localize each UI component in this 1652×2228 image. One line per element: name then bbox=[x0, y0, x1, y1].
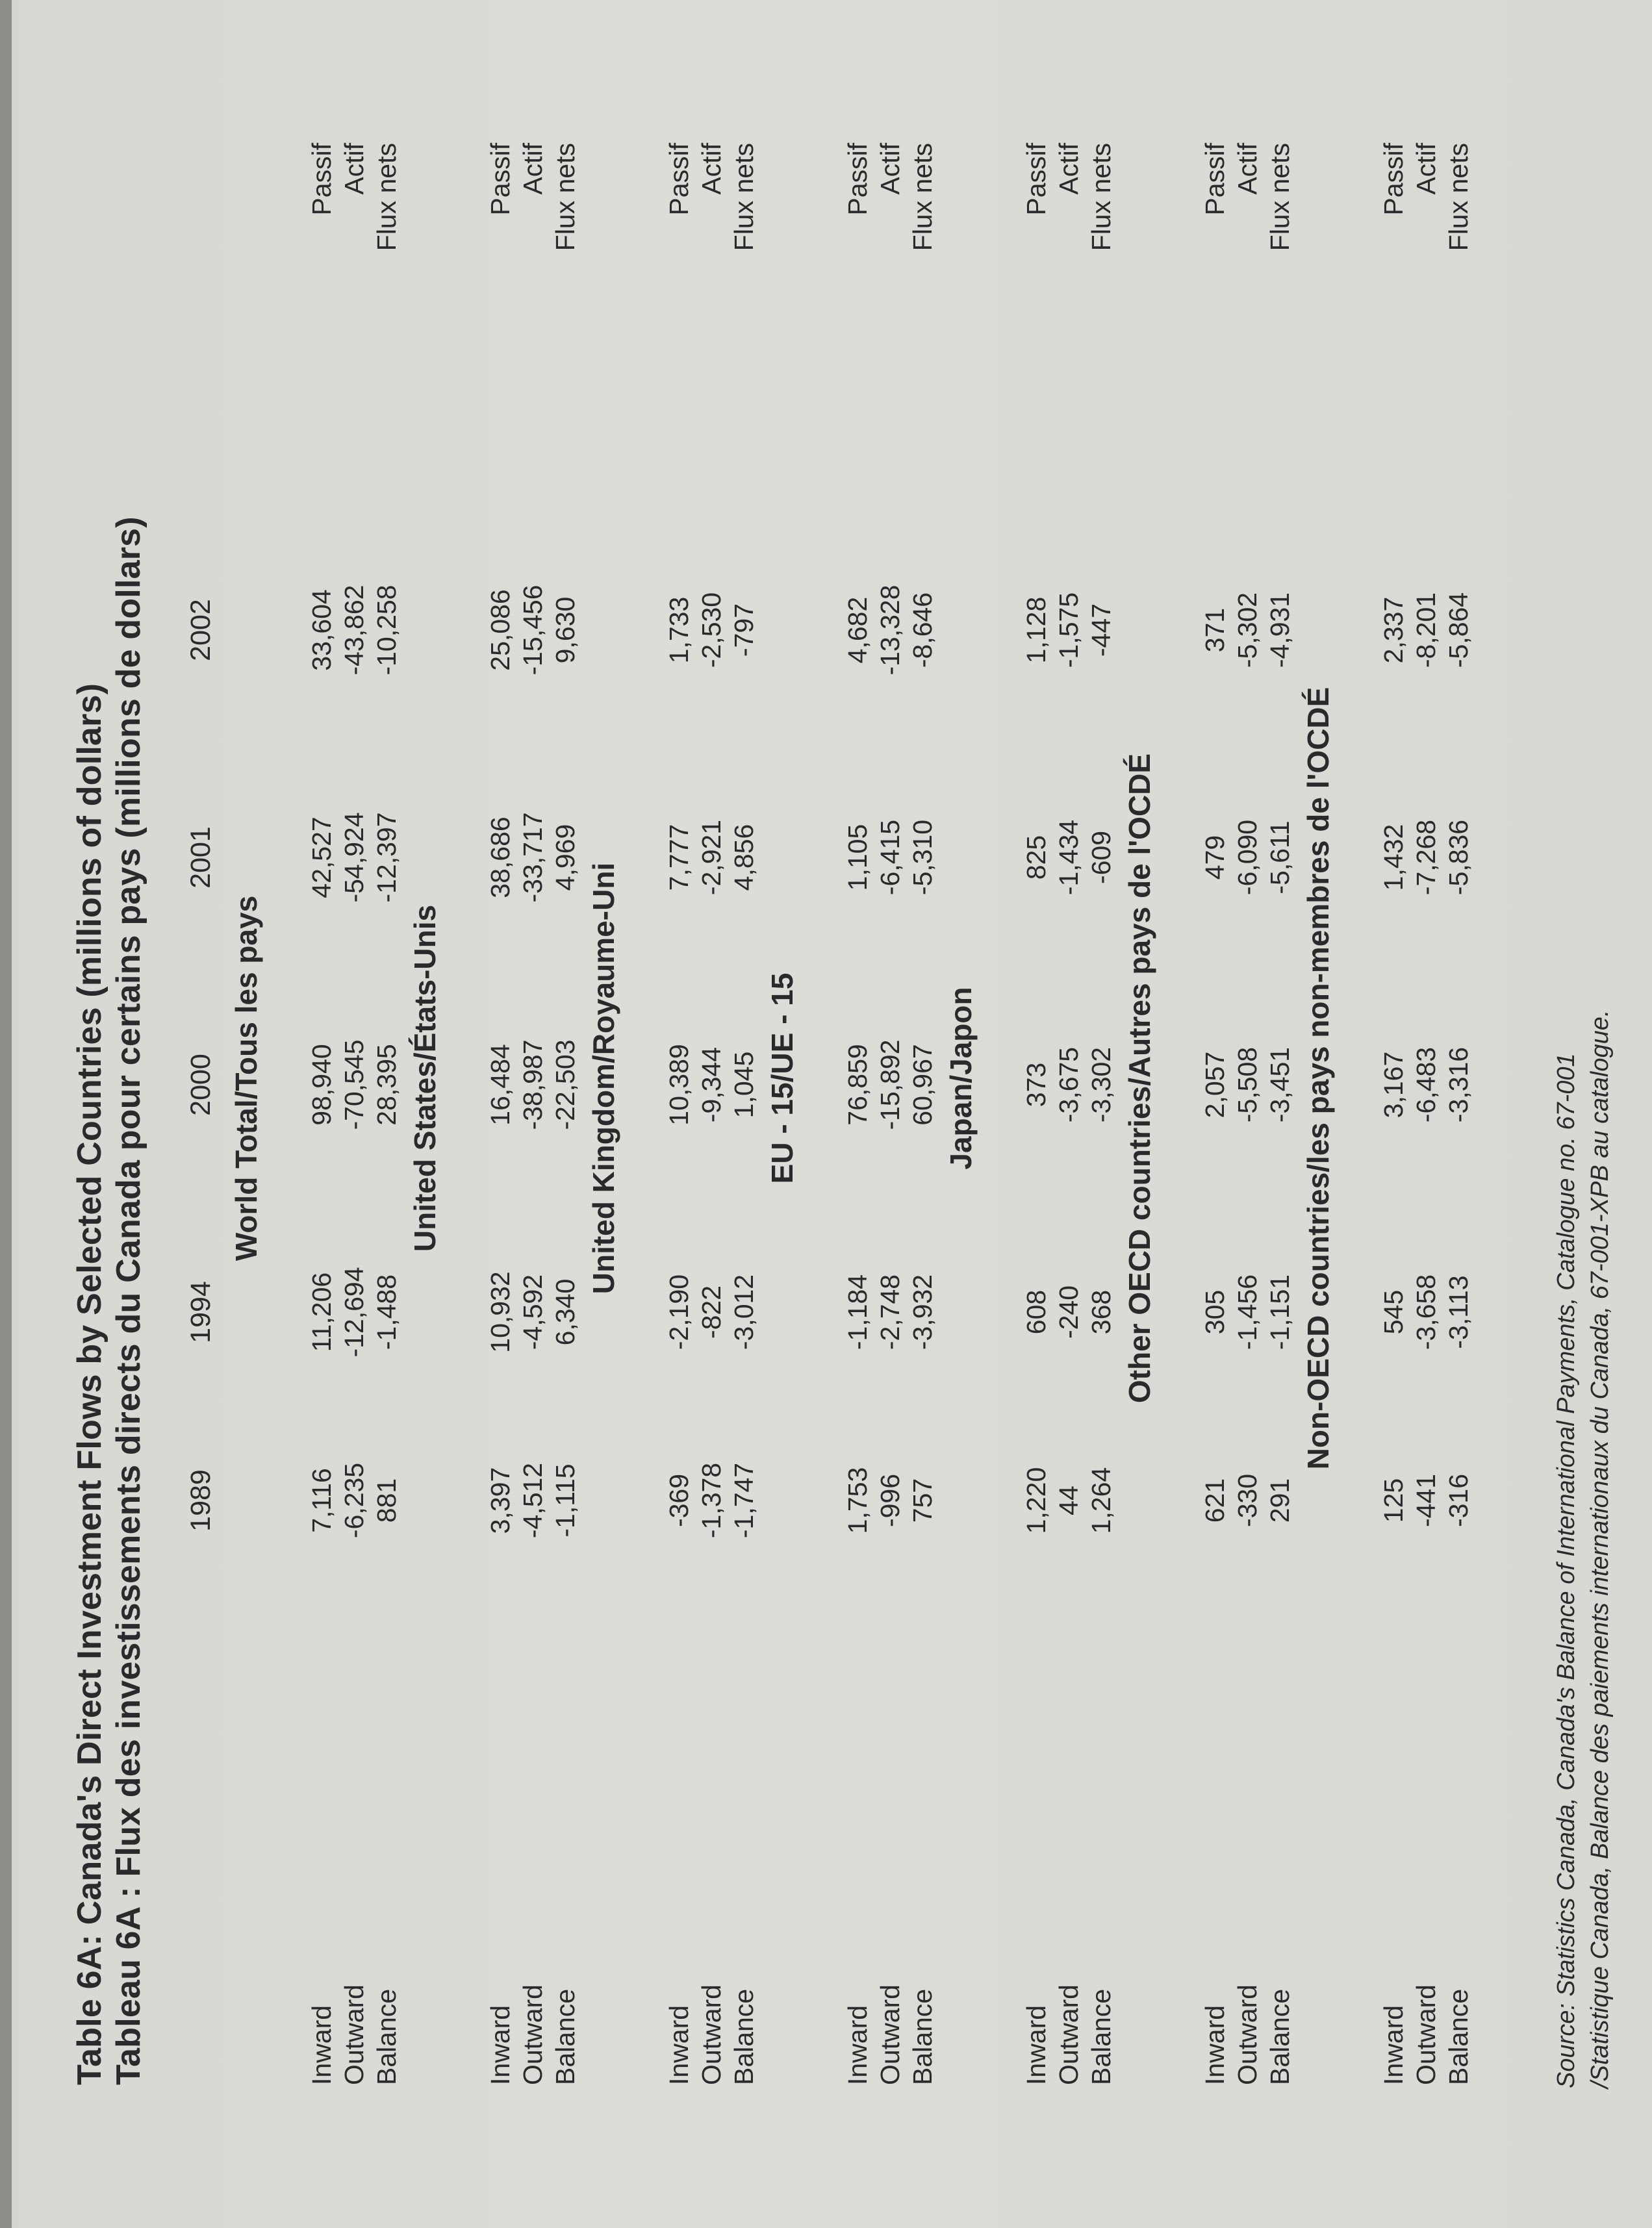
row-label-french: Passif bbox=[1021, 143, 1051, 216]
table-cell: -6,415 bbox=[875, 819, 905, 896]
table-cell: 7,777 bbox=[664, 824, 694, 891]
table-cell: -1,151 bbox=[1265, 1274, 1295, 1350]
table-cell: -9,344 bbox=[696, 1046, 726, 1123]
section-title: Other OECD countries/Autres pays de l'OCDÉ bbox=[1123, 753, 1156, 1404]
row-label-french: Actif bbox=[696, 143, 726, 195]
table-cell: 16,484 bbox=[485, 1044, 515, 1126]
row-label-english: Balance bbox=[372, 1988, 401, 2085]
row-label-french: Flux nets bbox=[1265, 143, 1295, 251]
table-cell: 291 bbox=[1265, 1478, 1295, 1523]
row-label-french: Flux nets bbox=[1443, 143, 1473, 251]
table-cell: 4,682 bbox=[843, 596, 872, 664]
row-label-english: Balance bbox=[550, 1988, 580, 2085]
table-cell: -240 bbox=[1054, 1285, 1084, 1339]
table-cell: -3,932 bbox=[908, 1274, 937, 1350]
year-header: 1989 bbox=[185, 1469, 216, 1532]
table-cell: -5,310 bbox=[908, 819, 937, 896]
table-cell: 1,264 bbox=[1086, 1467, 1116, 1534]
table-cell: 42,527 bbox=[307, 817, 337, 898]
row-label-french: Passif bbox=[307, 143, 337, 216]
table-cell: -12,694 bbox=[339, 1267, 369, 1358]
table-cell: -5,836 bbox=[1443, 819, 1473, 896]
row-label-french: Actif bbox=[1232, 143, 1262, 195]
table-cell: -54,924 bbox=[339, 812, 369, 903]
table-cell: -447 bbox=[1086, 603, 1116, 657]
table-cell: 1,128 bbox=[1021, 596, 1051, 664]
table-cell: 9,630 bbox=[550, 596, 580, 664]
table-cell: 1,733 bbox=[664, 596, 694, 664]
row-label-french: Actif bbox=[1411, 143, 1441, 195]
table-cell: -5,864 bbox=[1443, 592, 1473, 668]
table-cell: -5,508 bbox=[1232, 1046, 1262, 1123]
table-cell: -3,451 bbox=[1265, 1046, 1295, 1123]
table-cell: 2,057 bbox=[1200, 1051, 1230, 1119]
table-cell: 621 bbox=[1200, 1478, 1230, 1523]
table-cell: -1,184 bbox=[843, 1274, 872, 1350]
row-label-english: Inward bbox=[485, 2005, 515, 2085]
row-label-english: Outward bbox=[696, 1984, 726, 2085]
table-cell: -7,268 bbox=[1411, 819, 1441, 896]
table-cell: -5,611 bbox=[1265, 820, 1295, 894]
table-cell: 76,859 bbox=[843, 1044, 872, 1126]
table-cell: 98,940 bbox=[307, 1044, 337, 1126]
table-cell: 125 bbox=[1379, 1478, 1408, 1523]
table-cell: -3,012 bbox=[729, 1274, 759, 1350]
section-title: Non-OECD countries/les pays non-membres de l'OCDÉ bbox=[1301, 687, 1335, 1470]
table-cell: -1,747 bbox=[729, 1462, 759, 1539]
table-cell: 305 bbox=[1200, 1289, 1230, 1335]
table-cell: -4,592 bbox=[518, 1274, 548, 1350]
row-label-english: Balance bbox=[908, 1988, 937, 2085]
section-title: World Total/Tous les pays bbox=[229, 895, 263, 1261]
table-cell: -15,456 bbox=[518, 585, 548, 676]
year-header: 2001 bbox=[185, 826, 216, 889]
row-label-english: Balance bbox=[1443, 1988, 1473, 2085]
section-title: Japan/Japon bbox=[944, 987, 978, 1170]
table-cell: 1,220 bbox=[1021, 1467, 1051, 1534]
table-cell: -1,575 bbox=[1054, 592, 1084, 668]
table-cell: 10,389 bbox=[664, 1044, 694, 1126]
section-title: United States/États-Unis bbox=[408, 904, 442, 1252]
table-cell: 10,932 bbox=[485, 1271, 515, 1353]
table-cell: -43,862 bbox=[339, 585, 369, 676]
table-cell: 1,045 bbox=[729, 1051, 759, 1119]
table-cell: -2,748 bbox=[875, 1274, 905, 1350]
table-cell: 44 bbox=[1054, 1486, 1084, 1515]
table-cell: -8,201 bbox=[1411, 592, 1441, 668]
table-cell: -70,545 bbox=[339, 1039, 369, 1130]
row-label-english: Outward bbox=[1054, 1984, 1084, 2085]
table-cell: -3,316 bbox=[1443, 1046, 1473, 1123]
row-label-english: Balance bbox=[1086, 1988, 1116, 2085]
table-cell: -3,658 bbox=[1411, 1274, 1441, 1350]
table-cell: -609 bbox=[1086, 830, 1116, 885]
table-cell: -1,434 bbox=[1054, 819, 1084, 896]
table-cell: 60,967 bbox=[908, 1044, 937, 1126]
row-label-french: Flux nets bbox=[1086, 143, 1116, 251]
table-cell: 6,340 bbox=[550, 1278, 580, 1346]
row-label-english: Outward bbox=[518, 1984, 548, 2085]
source-note-french: /Statistique Canada, Balance des paiements internationaux du Canada, 67-001-XPB au catalogue. bbox=[1586, 1009, 1614, 2088]
row-label-french: Passif bbox=[485, 143, 515, 216]
table-cell: 3,167 bbox=[1379, 1051, 1408, 1119]
row-label-english: Balance bbox=[1265, 1988, 1295, 2085]
year-header: 2002 bbox=[185, 599, 216, 661]
row-label-french: Actif bbox=[339, 143, 369, 195]
table-cell: 2,337 bbox=[1379, 596, 1408, 664]
table-cell: 4,969 bbox=[550, 824, 580, 891]
row-label-french: Actif bbox=[518, 143, 548, 195]
row-label-french: Passif bbox=[1200, 143, 1230, 216]
table-cell: 7,116 bbox=[307, 1468, 337, 1533]
table-cell: 25,086 bbox=[485, 589, 515, 671]
table-cell: -3,302 bbox=[1086, 1046, 1116, 1123]
table-cell: -1,115 bbox=[550, 1463, 580, 1538]
table-cell: -15,892 bbox=[875, 1039, 905, 1130]
row-label-english: Outward bbox=[875, 1984, 905, 2085]
table-cell: -3,675 bbox=[1054, 1046, 1084, 1123]
table-cell: 3,397 bbox=[485, 1467, 515, 1534]
table-cell: -13,328 bbox=[875, 585, 905, 676]
row-label-english: Outward bbox=[1411, 1984, 1441, 2085]
table-cell: 1,753 bbox=[843, 1467, 872, 1534]
table-cell: -2,921 bbox=[696, 819, 726, 896]
table-cell: -1,456 bbox=[1232, 1274, 1262, 1350]
row-label-english: Inward bbox=[1200, 2005, 1230, 2085]
row-label-french: Flux nets bbox=[550, 143, 580, 251]
table-cell: -8,646 bbox=[908, 592, 937, 668]
table-cell: 11,206 bbox=[307, 1272, 337, 1352]
table-cell: 479 bbox=[1200, 835, 1230, 880]
table-title-english: Table 6A: Canada's Direct Investment Flows by Selected Countries (millions of dollars) bbox=[71, 683, 108, 2085]
table-cell: -3,113 bbox=[1443, 1275, 1473, 1349]
table-cell: 881 bbox=[372, 1478, 401, 1523]
row-label-english: Inward bbox=[307, 2005, 337, 2085]
table-cell: -2,190 bbox=[664, 1274, 694, 1350]
table-cell: -797 bbox=[729, 603, 759, 657]
table-title-french: Tableau 6A : Flux des investissements directs du Canada pour certains pays (millions de dollars) bbox=[110, 516, 147, 2085]
table-cell: 1,105 bbox=[843, 824, 872, 891]
table-cell: -38,987 bbox=[518, 1039, 548, 1130]
table-cell: -33,717 bbox=[518, 812, 548, 903]
table-cell: 825 bbox=[1021, 835, 1051, 880]
table-cell: 4,856 bbox=[729, 824, 759, 891]
row-label-english: Inward bbox=[1379, 2005, 1408, 2085]
row-label-french: Actif bbox=[1054, 143, 1084, 195]
row-label-english: Balance bbox=[729, 1988, 759, 2085]
row-label-english: Outward bbox=[339, 1984, 369, 2085]
row-label-french: Actif bbox=[875, 143, 905, 195]
row-label-english: Inward bbox=[843, 2005, 872, 2085]
table-cell: -1,488 bbox=[372, 1274, 401, 1350]
row-label-english: Outward bbox=[1232, 1984, 1262, 2085]
table-cell: 608 bbox=[1021, 1289, 1051, 1335]
table-cell: -4,931 bbox=[1265, 592, 1295, 668]
row-label-french: Flux nets bbox=[372, 143, 401, 251]
table-cell: -996 bbox=[875, 1473, 905, 1528]
table-cell: 545 bbox=[1379, 1289, 1408, 1335]
table-cell: -4,512 bbox=[518, 1462, 548, 1539]
table-cell: -330 bbox=[1232, 1473, 1262, 1528]
table-cell: 757 bbox=[908, 1478, 937, 1523]
row-label-french: Passif bbox=[664, 143, 694, 216]
row-label-english: Inward bbox=[1021, 2005, 1051, 2085]
row-label-french: Passif bbox=[843, 143, 872, 216]
table-cell: 371 bbox=[1200, 607, 1230, 653]
row-label-french: Passif bbox=[1379, 143, 1408, 216]
table-cell: -441 bbox=[1411, 1473, 1441, 1528]
table-cell: -2,530 bbox=[696, 592, 726, 668]
table-cell: -6,235 bbox=[339, 1462, 369, 1539]
source-note-english: Source: Statistics Canada, Canada's Balance of International Payments, Catalogue no. 67-001 bbox=[1553, 1053, 1580, 2088]
table-cell: -10,258 bbox=[372, 585, 401, 676]
table-cell: -369 bbox=[664, 1473, 694, 1528]
table-cell: -6,483 bbox=[1411, 1046, 1441, 1123]
table-cell: -5,302 bbox=[1232, 592, 1262, 668]
table-cell: -316 bbox=[1443, 1473, 1473, 1528]
table-cell: 373 bbox=[1021, 1062, 1051, 1108]
section-title: United Kingdom/Royaume-Uni bbox=[587, 862, 620, 1295]
section-title: EU - 15/UE - 15 bbox=[765, 972, 799, 1184]
table-cell: 28,395 bbox=[372, 1044, 401, 1126]
year-header: 2000 bbox=[185, 1054, 216, 1116]
row-label-french: Flux nets bbox=[908, 143, 937, 251]
table-cell: 1,432 bbox=[1379, 824, 1408, 891]
table-cell: 33,604 bbox=[307, 589, 337, 671]
table-cell: -22,503 bbox=[550, 1039, 580, 1130]
table-cell: 38,686 bbox=[485, 817, 515, 898]
table-cell: -12,397 bbox=[372, 812, 401, 903]
table-cell: -822 bbox=[696, 1285, 726, 1339]
row-label-french: Flux nets bbox=[729, 143, 759, 251]
table-cell: -1,378 bbox=[696, 1462, 726, 1539]
table-cell: 368 bbox=[1086, 1289, 1116, 1335]
table-cell: -6,090 bbox=[1232, 819, 1262, 896]
year-header: 1994 bbox=[185, 1281, 216, 1343]
row-label-english: Inward bbox=[664, 2005, 694, 2085]
